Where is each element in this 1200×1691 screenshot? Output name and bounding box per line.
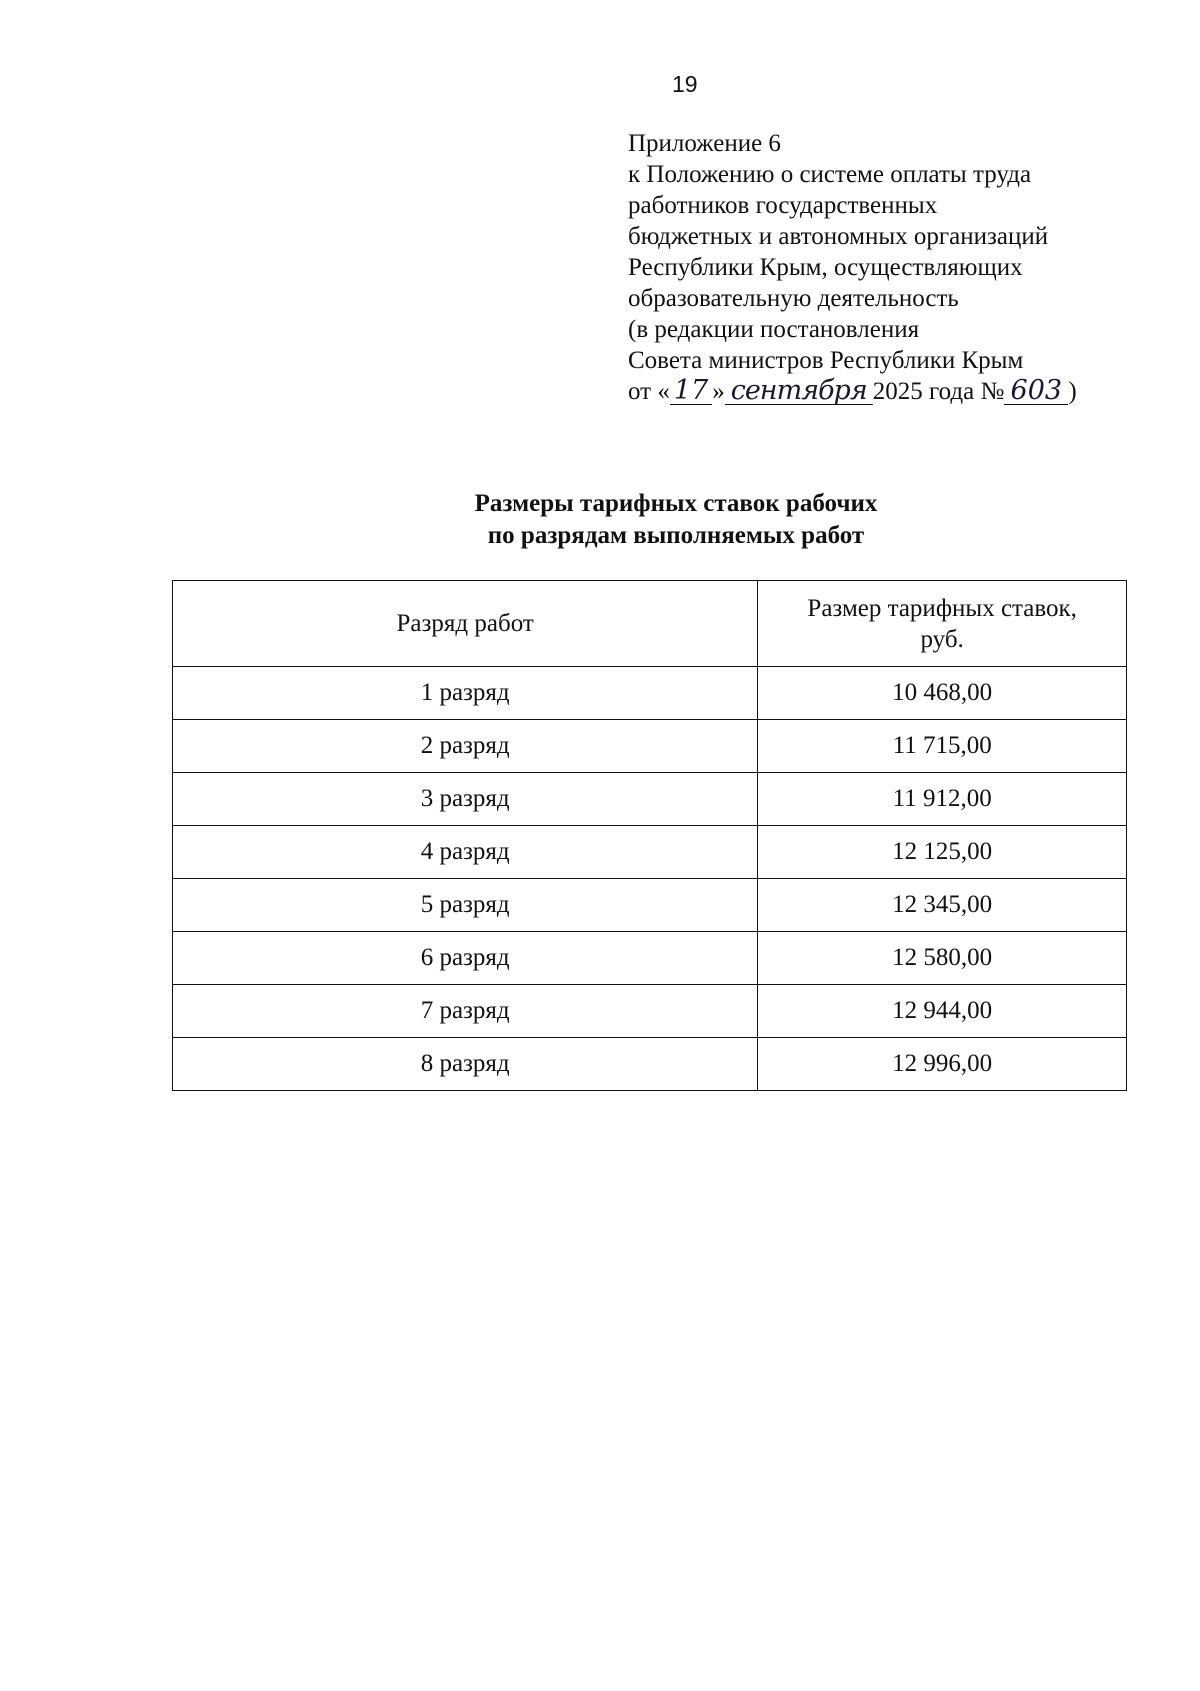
grade-cell: 3 разряд: [173, 773, 758, 826]
rate-cell: 12 125,00: [758, 826, 1127, 879]
table-row: [173, 826, 1127, 879]
rate-cell: 12 345,00: [758, 879, 1127, 932]
rate-cell: 11 912,00: [758, 773, 1127, 826]
document-title: [172, 488, 1180, 552]
date-prefix: от «: [628, 378, 670, 405]
appendix-line: бюджетных и автономных организаций: [628, 223, 1049, 250]
table-row: [173, 932, 1127, 985]
table-row: [173, 773, 1127, 826]
appendix-header: [628, 128, 1148, 407]
rate-cell: 12 944,00: [758, 985, 1127, 1038]
appendix-line: Республики Крым, осуществляющих: [628, 254, 1023, 281]
table-row: [173, 879, 1127, 932]
appendix-line: работников государственных: [628, 192, 938, 219]
appendix-line: Приложение 6: [628, 130, 781, 157]
table-header-row: [173, 581, 1127, 667]
rate-cell: 11 715,00: [758, 720, 1127, 773]
appendix-line: Совета министров Республики Крым: [628, 347, 1024, 374]
appendix-line: образовательную деятельность: [628, 285, 959, 312]
table-row: [173, 985, 1127, 1038]
table-row: [173, 1038, 1127, 1091]
header-rate-line-2: руб.: [920, 625, 964, 653]
appendix-line: к Положению о системе оплаты труда: [628, 161, 1032, 188]
title-line-2: по разрядам выполняемых работ: [487, 522, 865, 549]
header-grade: Разряд работ: [173, 581, 758, 667]
handwritten-month: сентября: [725, 378, 873, 405]
table-row: [173, 720, 1127, 773]
handwritten-number: 603: [1004, 378, 1068, 405]
grade-cell: 2 разряд: [173, 720, 758, 773]
date-day-close: »: [712, 378, 725, 405]
rate-cell: 12 580,00: [758, 932, 1127, 985]
date-close: ): [1068, 378, 1077, 405]
grade-cell: 1 разряд: [173, 667, 758, 720]
header-rate: [758, 581, 1127, 667]
appendix-line: (в редакции постановления: [628, 316, 920, 343]
grade-cell: 4 разряд: [173, 826, 758, 879]
handwritten-day: 17: [670, 378, 712, 405]
title-line-1: Размеры тарифных ставок рабочих: [474, 490, 878, 517]
table-row: [173, 667, 1127, 720]
date-year-text: 2025 года №: [872, 378, 1005, 405]
page-number: 19: [672, 71, 698, 97]
grade-cell: 6 разряд: [173, 932, 758, 985]
header-rate-line-1: Размер тарифных ставок,: [807, 594, 1077, 622]
rate-cell: 12 996,00: [758, 1038, 1127, 1091]
grade-cell: 7 разряд: [173, 985, 758, 1038]
tariff-rates-table: [172, 580, 1127, 1091]
grade-cell: 5 разряд: [173, 879, 758, 932]
resolution-date-line: [628, 376, 1148, 407]
grade-cell: 8 разряд: [173, 1038, 758, 1091]
rate-cell: 10 468,00: [758, 667, 1127, 720]
